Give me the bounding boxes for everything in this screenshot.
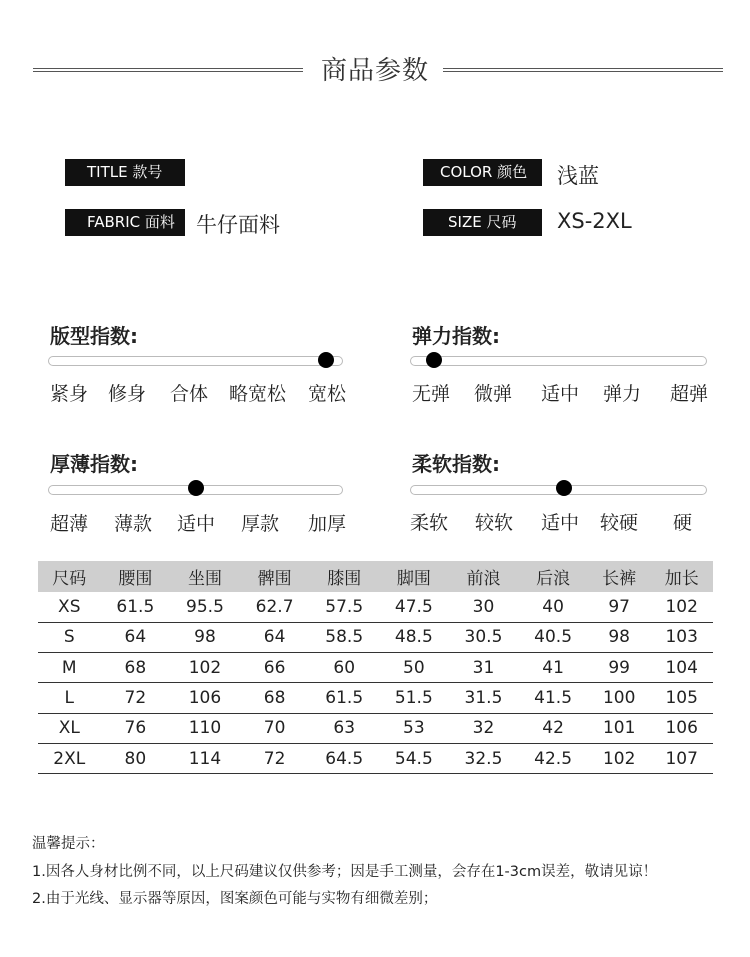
table-cell: L — [38, 683, 101, 713]
table-cell: 72 — [240, 743, 310, 773]
table-cell: 40 — [518, 592, 588, 622]
table-row — [38, 743, 713, 773]
table-cell: 30.5 — [449, 622, 519, 652]
softness-option: 硬 — [673, 512, 693, 534]
table-cell: 106 — [650, 713, 713, 743]
thickness-option: 薄款 — [114, 513, 153, 535]
table-cell: XS — [38, 592, 101, 622]
fit-option: 紧身 — [50, 383, 89, 405]
table-cell: 106 — [170, 683, 240, 713]
table-cell: 102 — [650, 592, 713, 622]
fit-index-title: 版型指数: — [50, 324, 138, 348]
fabric-tag: FABRIC 面料 — [65, 209, 185, 236]
thickness-option: 厚款 — [241, 513, 280, 535]
table-header-cell: 长裤 — [588, 561, 651, 592]
table-cell: 64 — [240, 622, 310, 652]
table-cell: 97 — [588, 592, 651, 622]
table-cell: 41.5 — [518, 683, 588, 713]
softness-option: 适中 — [541, 512, 580, 534]
fit-index-knob — [318, 352, 334, 368]
table-cell: 99 — [588, 653, 651, 683]
softness-option: 较软 — [475, 512, 514, 534]
table-cell: 102 — [170, 653, 240, 683]
table-cell: 104 — [650, 653, 713, 683]
table-cell: 50 — [379, 653, 449, 683]
color-value: 浅蓝 — [557, 164, 599, 188]
fit-option: 宽松 — [308, 383, 347, 405]
table-header-cell: 髀围 — [240, 561, 310, 592]
table-header-cell: 坐围 — [170, 561, 240, 592]
table-cell: 40.5 — [518, 622, 588, 652]
stretch-option: 无弹 — [412, 383, 451, 405]
table-cell: 42 — [518, 713, 588, 743]
table-header-cell: 前浪 — [449, 561, 519, 592]
stretch-index-knob — [426, 352, 442, 368]
stretch-option: 弹力 — [603, 383, 642, 405]
table-header-cell: 腰围 — [101, 561, 171, 592]
table-row — [38, 713, 713, 743]
table-cell: 31 — [449, 653, 519, 683]
fit-index-track — [48, 356, 343, 366]
thickness-index-knob — [188, 480, 204, 496]
stretch-option: 微弹 — [474, 383, 513, 405]
table-cell: 60 — [309, 653, 379, 683]
table-header-cell: 后浪 — [518, 561, 588, 592]
table-cell: 95.5 — [170, 592, 240, 622]
size-value: XS-2XL — [557, 209, 632, 233]
size-tag: SIZE 尺码 — [423, 209, 542, 236]
table-cell: 72 — [101, 683, 171, 713]
table-cell: 54.5 — [379, 743, 449, 773]
note-item: 2.由于光线、显示器等原因，图案颜色可能与实物有细微差别； — [32, 891, 438, 907]
thickness-option: 适中 — [177, 513, 216, 535]
thickness-index-title: 厚薄指数: — [50, 452, 138, 476]
table-cell: 110 — [170, 713, 240, 743]
table-cell: 76 — [101, 713, 171, 743]
table-cell: 32.5 — [449, 743, 519, 773]
table-cell: 2XL — [38, 743, 101, 773]
table-cell: 66 — [240, 653, 310, 683]
color-tag: COLOR 颜色 — [423, 159, 542, 186]
stretch-index-title: 弹力指数: — [412, 324, 500, 348]
table-cell: 47.5 — [379, 592, 449, 622]
table-header-cell: 尺码 — [38, 561, 101, 592]
table-row — [38, 683, 713, 713]
table-cell: 64.5 — [309, 743, 379, 773]
table-cell: 98 — [170, 622, 240, 652]
table-cell: 64 — [101, 622, 171, 652]
header-rule-right — [443, 68, 723, 72]
table-cell: 41 — [518, 653, 588, 683]
note-item: 1.因各人身材比例不同，以上尺码建议仅供参考；因是手工测量，会存在1-3cm误差，敬请见谅！ — [32, 864, 658, 880]
table-cell: 61.5 — [309, 683, 379, 713]
table-cell: S — [38, 622, 101, 652]
table-cell: 30 — [449, 592, 519, 622]
fit-option: 合体 — [170, 383, 209, 405]
thickness-option: 超薄 — [50, 513, 89, 535]
table-cell: M — [38, 653, 101, 683]
table-cell: XL — [38, 713, 101, 743]
size-table — [38, 561, 713, 774]
table-cell: 42.5 — [518, 743, 588, 773]
thickness-option: 加厚 — [308, 513, 347, 535]
table-cell: 68 — [240, 683, 310, 713]
table-header-cell: 膝围 — [309, 561, 379, 592]
table-cell: 100 — [588, 683, 651, 713]
table-cell: 70 — [240, 713, 310, 743]
table-cell: 98 — [588, 622, 651, 652]
table-cell: 61.5 — [101, 592, 171, 622]
table-cell: 62.7 — [240, 592, 310, 622]
table-row — [38, 653, 713, 683]
table-cell: 102 — [588, 743, 651, 773]
table-row — [38, 622, 713, 652]
softness-option: 柔软 — [410, 512, 449, 534]
softness-index-knob — [556, 480, 572, 496]
table-cell: 58.5 — [309, 622, 379, 652]
stretch-option: 适中 — [541, 383, 580, 405]
table-cell: 101 — [588, 713, 651, 743]
table-header-row — [38, 561, 713, 592]
table-cell: 48.5 — [379, 622, 449, 652]
title-tag: TITLE 款号 — [65, 159, 185, 186]
fit-option: 修身 — [108, 383, 147, 405]
stretch-index-track — [410, 356, 707, 366]
table-row — [38, 592, 713, 622]
table-cell: 53 — [379, 713, 449, 743]
table-cell: 105 — [650, 683, 713, 713]
notes-title: 温馨提示： — [32, 836, 105, 852]
table-cell: 80 — [101, 743, 171, 773]
table-cell: 32 — [449, 713, 519, 743]
table-cell: 63 — [309, 713, 379, 743]
table-cell: 57.5 — [309, 592, 379, 622]
table-cell: 68 — [101, 653, 171, 683]
fabric-value: 牛仔面料 — [196, 213, 280, 237]
page-title: 商品参数 — [320, 56, 429, 86]
table-header-cell: 加长 — [650, 561, 713, 592]
table-cell: 31.5 — [449, 683, 519, 713]
table-cell: 114 — [170, 743, 240, 773]
stretch-option: 超弹 — [670, 383, 709, 405]
softness-index-title: 柔软指数: — [412, 452, 500, 476]
table-cell: 107 — [650, 743, 713, 773]
fit-option: 略宽松 — [229, 383, 287, 405]
table-cell: 103 — [650, 622, 713, 652]
table-header-cell: 脚围 — [379, 561, 449, 592]
softness-option: 较硬 — [600, 512, 639, 534]
table-cell: 51.5 — [379, 683, 449, 713]
